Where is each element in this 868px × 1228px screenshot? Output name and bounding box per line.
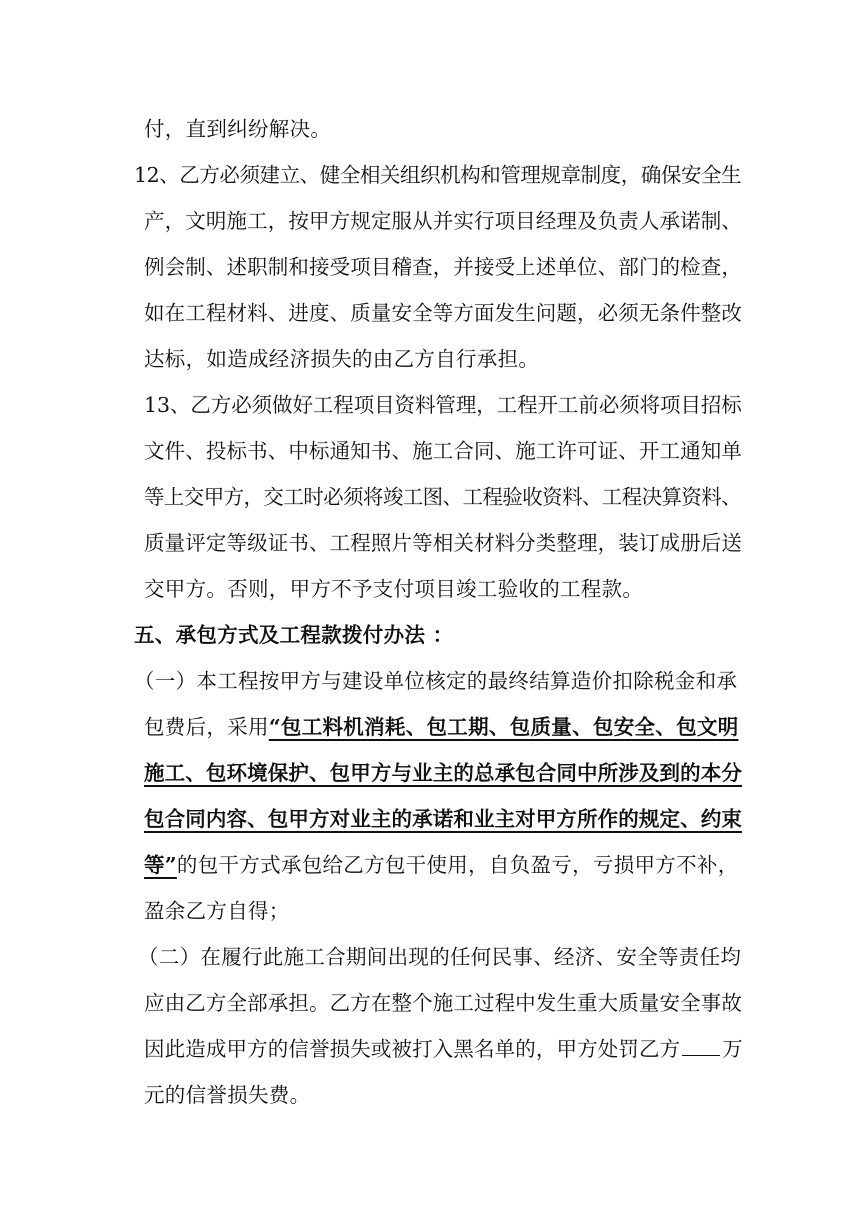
item-two-line: （二）在履行此施工合期间出现的任何民事、经济、安全等责任均 [138,945,742,969]
paragraph-line: 交甲方。否则，甲方不予支付项目竣工验收的工程款。 [144,577,644,601]
paragraph-line: 如在工程材料、进度、质量安全等方面发生问题，必须无条件整改 [144,301,743,325]
emphasized-text: “包工料机消耗、包工期、包质量、包安全、包文明 [268,715,739,739]
section-five-heading: 五、承包方式及工程款拨付办法 ： [134,623,454,647]
paragraph-line: 产，文明施工，按甲方规定服从并实行项目经理及负责人承诺制、 [144,209,743,233]
item-one-line: （一）本工程按甲方与建设单位核定的最终结算造价扣除税金和承 [134,669,738,693]
paragraph-line [144,1035,743,1063]
clause-12-line: 12、乙方必须建立、健全相关组织机构和管理规章制度，确保安全生 [134,163,742,187]
emphasized-text: 等” [144,853,177,877]
paragraph-line [144,713,739,741]
paragraph-line: 元的信誉损失费。 [144,1083,311,1107]
paragraph-line: 质量评定等级证书、工程照片等相关材料分类整理，装订成册后送 [144,531,743,555]
paragraph-line: 达标，如造成经济损失的由乙方自行承担。 [144,347,540,371]
plain-text: 万 [722,1037,743,1061]
plain-text: 的包干方式承包给乙方包干使用，自负盈亏，亏损甲方不补， [176,853,739,877]
emphasized-line: 包合同内容、包甲方对业主的承诺和业主对甲方所作的规定、约束 [144,807,743,831]
fill-in-blank[interactable] [682,1035,720,1056]
plain-text: 因此造成甲方的信誉损失或被打入黑名单的，甲方处罚乙方 [144,1037,681,1061]
paragraph-line: 盈余乙方自得； [144,899,290,923]
paragraph-line: 等上交甲方，交工时必须将竣工图、工程验收资料、工程决算资料、 [144,485,742,509]
paragraph-line: 文件、投标书、中标通知书、施工合同、施工许可证、开工通知单 [144,439,743,463]
paragraph-line [144,851,739,879]
clause-13-line: 13、乙方必须做好工程项目资料管理，工程开工前必须将项目招标 [144,393,742,417]
emphasized-line: 施工、包环境保护、包甲方与业主的总承包合同中所涉及到的本分 [144,761,743,785]
paragraph-line: 付，直到纠纷解决。 [144,117,332,141]
paragraph-line: 应由乙方全部承担。乙方在整个施工过程中发生重大质量安全事故 [144,991,743,1015]
plain-text: 包费后，采用 [144,715,269,739]
paragraph-line: 例会制、述职制和接受项目稽查，并接受上述单位、部门的检查， [144,255,743,279]
